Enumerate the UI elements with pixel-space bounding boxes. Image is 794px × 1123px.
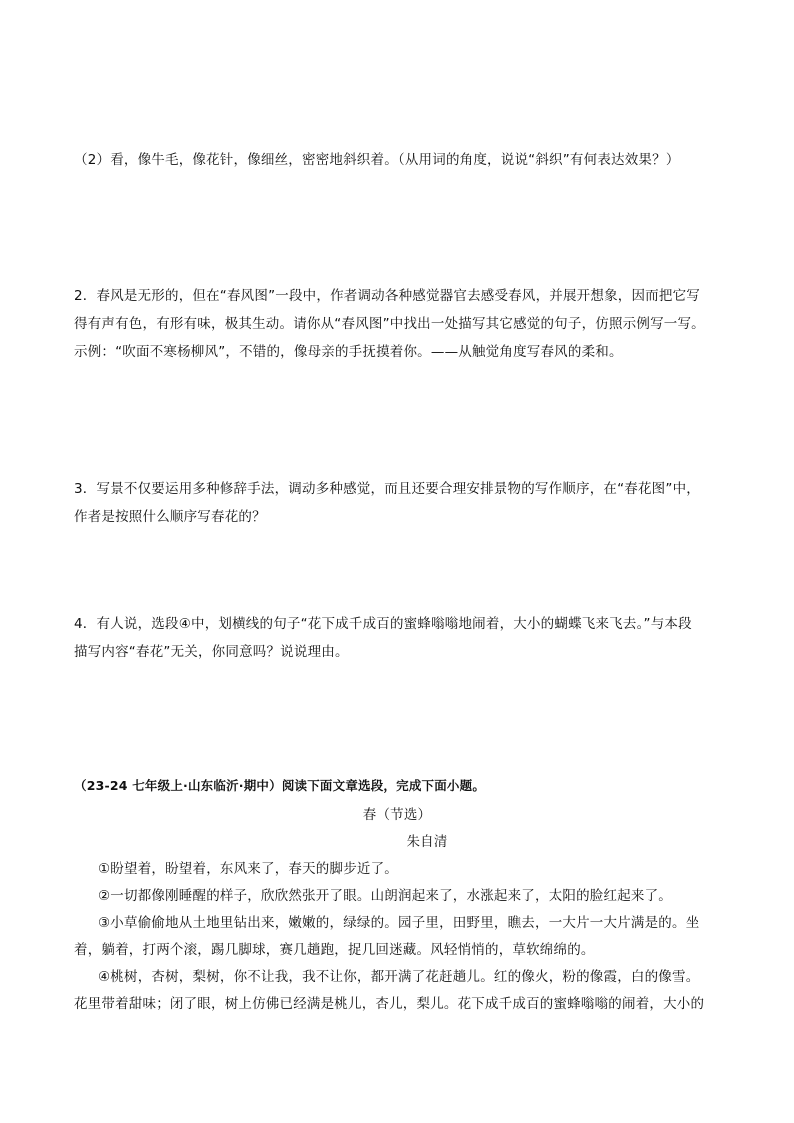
passage-paragraph-2: ②一切都像刚睡醒的样子，欣欣然张开了眼。山朗润起来了，水涨起来了，太阳的脸红起来了。 [98,888,673,904]
passage-paragraph-1: ①盼望着，盼望着，东风来了，春天的脚步近了。 [98,861,399,877]
question-1-2: （2）看，像牛毛，像花针，像细丝，密密地斜织着。（从用词的角度，说说“斜织”有何表达效果？） [74,152,680,168]
question-4-line-2: 描写内容“春花”无关，你同意吗？说说理由。 [74,644,349,660]
passage-paragraph-4-line-2: 花里带着甜味；闭了眼，树上仿佛已经满是桃儿，杏儿，梨儿。花下成千成百的蜜蜂嗡嗡的闹着，大小的 [74,996,705,1012]
passage-title: 春（节选） [362,807,432,823]
reading-header: （23-24 七年级上·山东临沂·期中）阅读下面文章选段，完成下面小题。 [74,778,486,793]
passage-paragraph-3-line-1: ③小草偷偷地从土地里钻出来，嫩嫩的，绿绿的。园子里，田野里，瞧去，一大片一大片满是的。坐 [98,915,700,931]
passage-author: 朱自清 [406,834,448,850]
question-2-line-1: 2．春风是无形的，但在“春风图”一段中，作者调动各种感觉器官去感受春风，并展开想象，因而把它写 [74,288,700,304]
passage-paragraph-3-line-2: 着，躺着，打两个滚，踢几脚球，赛几趟跑，捉几回迷藏。风轻悄悄的，草软绵绵的。 [74,942,595,958]
question-2-line-2: 得有声有色，有形有味，极其生动。请你从“春风图”中找出一处描写其它感觉的句子，仿照示例写一写。 [74,316,705,332]
question-3-line-1: 3．写景不仅要运用多种修辞手法，调动多种感觉，而且还要合理安排景物的写作顺序，在“春花图”中， [74,481,700,497]
question-4-line-1: 4．有人说，选段④中，划横线的句子“花下成千成百的蜜蜂嗡嗡地闹着，大小的蝴蝶飞来飞去。”与本段 [74,616,692,632]
question-2-line-3: 示例：“吹面不寒杨柳风”，不错的，像母亲的手抚摸着你。——从触觉角度写春风的柔和。 [74,344,623,360]
question-3-line-2: 作者是按照什么顺序写春花的？ [74,509,266,525]
passage-paragraph-4-line-1: ④桃树，杏树，梨树，你不让我，我不让你，都开满了花赶趟儿。红的像火，粉的像霞，白的像雪。 [98,969,700,985]
